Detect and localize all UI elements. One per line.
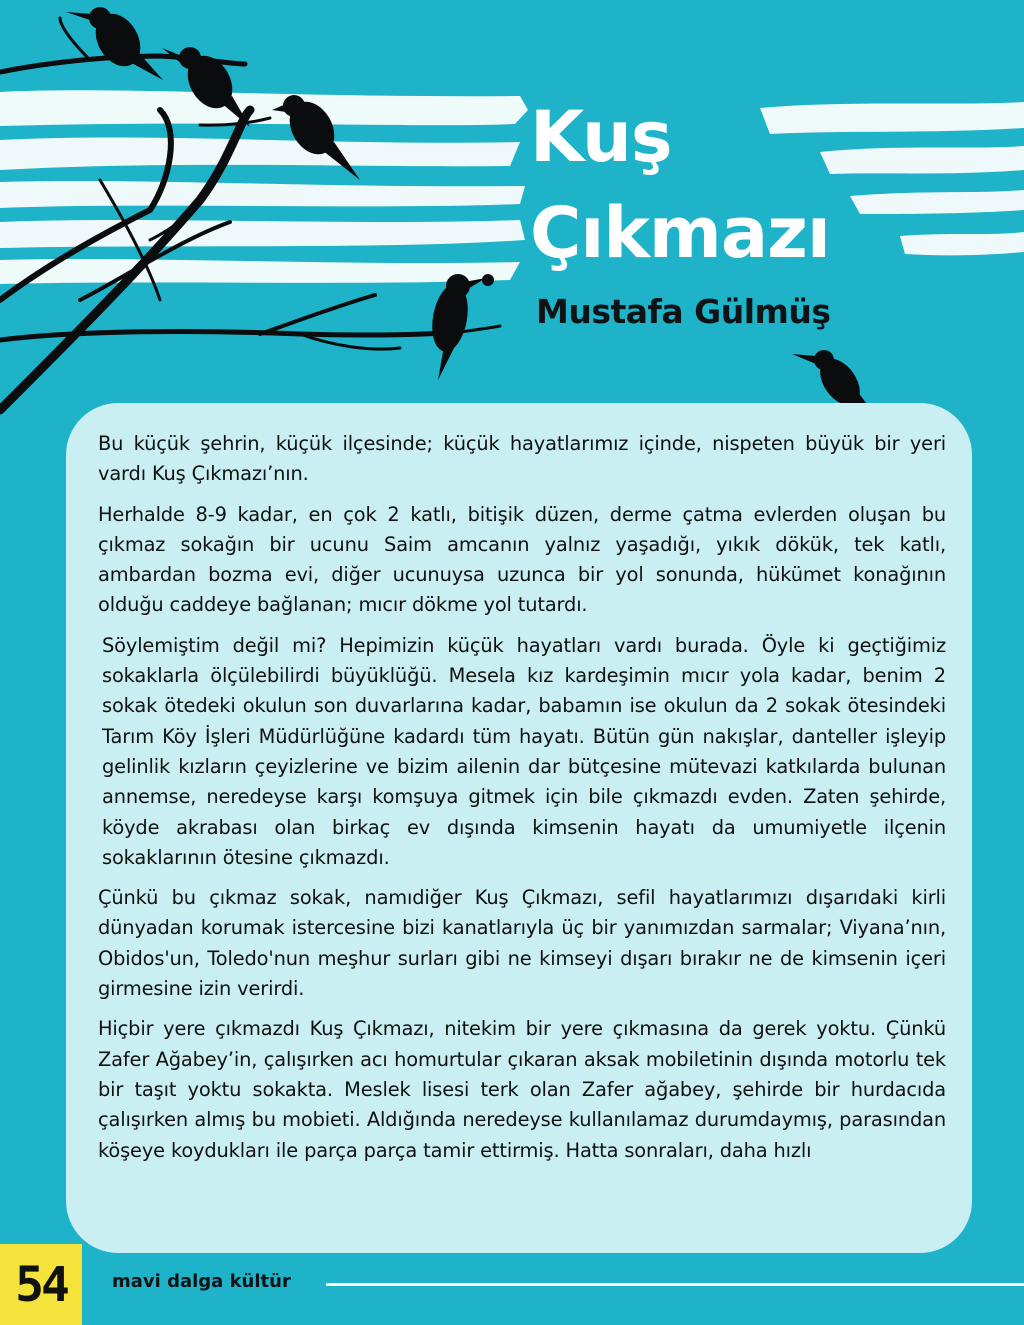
footer-rule <box>326 1283 1024 1286</box>
story-title-line-2: Çıkmazı <box>530 192 830 274</box>
story-paragraph: Herhalde 8-9 kadar, en çok 2 katlı, bitişik düzen, derme çatma evlerden oluşan bu çıkmaz sokağın bir ucunu Saim amcanın yalnız yaşadığı, yıkık dökük, tek katlı, ambardan bozma evi, diğer ucunuysa uzunca bir yol sonunda, hükümet konağının olduğu caddeye bağlanan; mıcır dökme yol tutardı. <box>98 502 946 617</box>
page-number: 54 <box>15 1256 67 1313</box>
magazine-name: mavi dalga kültür <box>112 1271 291 1292</box>
story-paragraph: Söylemiştim değil mi? Hepimizin küçük hayatları vardı burada. Öyle ki geçtiğimiz sokaklarla ölçülebilirdi büyüklüğü. Mesela kız kardeşimin mıcır yola kadar, benim 2 sokak ötedeki okulun son duvarlarına kadar, babamın ise okulun da 2 sokak ötesindeki Tarım Köy İşleri Müdürlüğüne kadardı tüm hayatı. Bütün gün nakışlar, danteller işleyip gelinlik kızların çeyizlerine ve bizim ailenin dar bütçesine mütevazi katkılarda bulunan annemse, neredeyse karşı komşuya gitmek için bile çıkmazdı evden. Zaten şehirde, köyde akrabası olan birkaç ev dışında kimsenin hayatı da umumiyetle ilçenin sokaklarının ötesine çıkmazdı. <box>102 633 946 869</box>
story-paragraph: Bu küçük şehrin, küçük ilçesinde; küçük hayatlarımız içinde, nispeten büyük bir yeri vardı Kuş Çıkmazı’nın. <box>98 432 946 486</box>
story-text-panel <box>66 403 972 1253</box>
author-name: Mustafa Gülmüş <box>536 292 831 331</box>
story-title-line-1: Kuş <box>530 96 672 178</box>
bird-branch-illustration <box>0 0 1024 430</box>
story-paragraph: Çünkü bu çıkmaz sokak, namıdiğer Kuş Çıkmazı, sefil hayatlarımızı dışarıdaki kirli dünyadan korumak istercesine bizi kanatlarıyla üç bir yanımızdan sarmalar; Viyana’nın, Obidos'un, Toledo'nun meşhur surları gibi ne kimseyi dışarı bırakır ne de kimsenin içeri girmesine izin verirdi. <box>98 886 946 1001</box>
page-number-badge <box>0 1244 82 1325</box>
branches <box>0 18 500 410</box>
story-paragraph: Hiçbir yere çıkmazdı Kuş Çıkmazı, nitekim bir yere çıkmasına da gerek yoktu. Çünkü Zafer Ağabey’in, çalışırken acı homurtular çıkaran aksak mobiletinin dışında motorlu tek bir taşıt yoktu sokakta. Meslek lisesi terk olan Zafer ağabey, şehirde bir hurdacıda çalışırken almış bu mobieti. Aldığında neredeyse kullanılamaz durumdaymış, parasından köşeye koydukları ile parça parça tamir ettirmiş. Hatta sonraları, daha hızlı <box>98 1017 946 1162</box>
